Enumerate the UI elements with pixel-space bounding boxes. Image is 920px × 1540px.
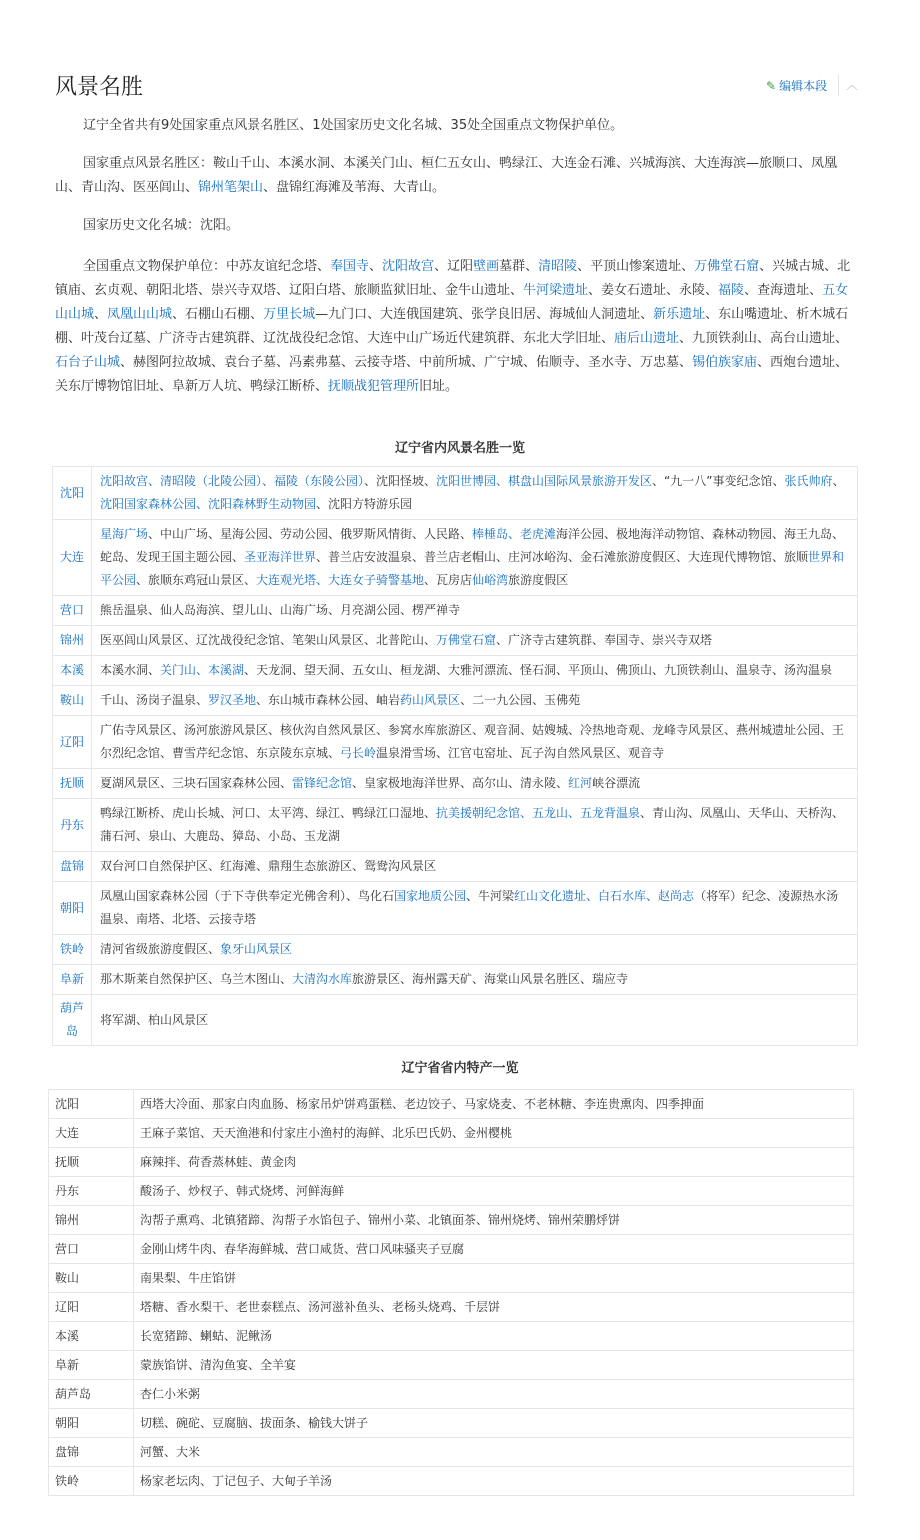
inline-link[interactable]: 凤凰山山城 <box>107 307 173 322</box>
text-run: 国家重点风景名胜区：鞍山千山、本溪水洞、本溪关门山、桓仁五女山、鸭绿江、大连金石滩、兴城海滨、大连海滨—旅顺口、凤凰山、青山沟、医巫闾山、 <box>55 156 838 195</box>
scenic-spots-cell <box>92 799 858 852</box>
table-row <box>53 799 858 852</box>
inline-link[interactable]: 雷锋纪念馆 <box>292 776 353 790</box>
table-row <box>53 467 858 520</box>
text-run: 广佑寺风景区、汤河旅游风景区、核伙沟自然风景区、参窝水库旅游区、观音洞、姑嫂城、冷热地奇观、龙峰寺风景区、燕州城遗址公园、王尔烈纪念馆、曹雪芹纪念馆、东京陵东京城、 <box>100 723 845 760</box>
scenic-spots-cell <box>92 716 858 769</box>
text-run: 、二一九公园、玉佛苑 <box>460 693 581 707</box>
text-run: 、天龙洞、望天洞、五女山、桓龙湖、大雅河漂流、怪石洞、平顶山、佛顶山、九顶铁刹山、温泉寺、汤沟温泉 <box>244 663 833 677</box>
inline-link[interactable]: 奉国寺 <box>330 259 370 274</box>
city-cell: 本溪 <box>49 1322 134 1351</box>
scenic-spots-cell <box>92 596 858 626</box>
text-run: 、普兰店安波温泉、普兰店老帽山、庄河冰峪沟、金石滩旅游度假区、大连现代博物馆、旅顺 <box>316 550 809 564</box>
inline-link[interactable]: 仙峪湾 <box>472 573 509 587</box>
food-table-caption: 辽宁省省内特产一览 <box>401 1061 519 1076</box>
scenic-spots-cell <box>92 769 858 799</box>
inline-link[interactable]: 石台子山城 <box>55 355 121 370</box>
text-run: 那木斯莱自然保护区、乌兰木图山、 <box>100 972 293 986</box>
table-row <box>49 1322 854 1351</box>
table-row <box>49 1293 854 1322</box>
inline-link[interactable]: 关门山、本溪湖 <box>160 663 245 677</box>
chevron-up-icon[interactable]: ︿ <box>846 78 859 92</box>
text-run: 、沈阳怪坡、 <box>364 474 437 488</box>
city-link[interactable]: 铁岭 <box>53 935 92 965</box>
city-cell: 锦州 <box>49 1206 134 1235</box>
scenic-spots-cell <box>92 852 858 882</box>
inline-link[interactable]: 万佛堂石窟 <box>694 259 760 274</box>
inline-link[interactable]: 弓长岭 <box>340 746 377 760</box>
specialty-cell: 杨家老坛肉、丁记包子、大甸子羊汤 <box>134 1467 854 1496</box>
table-row <box>49 1351 854 1380</box>
city-link[interactable]: 朝阳 <box>53 882 92 935</box>
inline-link[interactable]: 五女山山城 <box>55 283 849 322</box>
scenic-spots-cell <box>92 520 858 596</box>
text-run: 、兴城古城、北镇庙、玄贞观、朝阳北塔、崇兴寺双塔、辽阳白塔、旅顺监狱旧址、金牛山遗址、 <box>55 259 851 298</box>
city-link[interactable]: 营口 <box>53 596 92 626</box>
specialty-cell: 麻辣拌、荷香蒸林蛙、黄金肉 <box>134 1148 854 1177</box>
inline-link[interactable]: 牛河梁遗址 <box>523 283 589 298</box>
text-run: 、辽阳 <box>434 259 474 274</box>
city-link[interactable]: 阜新 <box>53 965 92 995</box>
text-run: 、东山城市森林公园、岫岩 <box>256 693 401 707</box>
inline-link[interactable]: 世界和平公园 <box>100 550 845 587</box>
inline-link[interactable]: 万佛堂石窟 <box>436 633 497 647</box>
inline-link[interactable]: 抗美援朝纪念馆、五龙山、五龙背温泉 <box>436 806 641 820</box>
text-run: 本溪水洞、 <box>100 663 161 677</box>
text-run: 、瓦房店 <box>424 573 473 587</box>
city-link[interactable]: 丹东 <box>53 799 92 852</box>
text-run: 鸭绿江断桥、虎山长城、河口、太平湾、绿江、鸭绿江口湿地、 <box>100 806 437 820</box>
text-run: 、旅顺东鸡冠山景区、 <box>136 573 257 587</box>
city-link[interactable]: 鞍山 <box>53 686 92 716</box>
table-row <box>53 716 858 769</box>
specialty-cell: 南果梨、牛庄馅饼 <box>134 1264 854 1293</box>
text-run: 、石棚山石棚、 <box>172 307 264 322</box>
text-run: 辽宁全省共有9处国家重点风景名胜区、1处国家历史文化名城、35处全国重点文物保护单位。 <box>83 118 624 133</box>
text-run: 、中山广场、星海公园、劳动公园、俄罗斯风情街、人民路、 <box>148 527 473 541</box>
table-row <box>53 852 858 882</box>
table-row <box>53 935 858 965</box>
inline-link[interactable]: 圣亚海洋世界 <box>244 550 317 564</box>
inline-link[interactable]: 张氏帅府 <box>784 474 833 488</box>
scenic-table <box>52 466 858 1046</box>
text-run: 、皇家极地海洋世界、高尔山、清永陵、 <box>352 776 569 790</box>
inline-link[interactable]: 药山风景区 <box>400 693 461 707</box>
table-row <box>53 626 858 656</box>
table-row <box>53 686 858 716</box>
scenic-spots-cell <box>92 626 858 656</box>
city-cell: 抚顺 <box>49 1148 134 1177</box>
paragraph <box>55 114 855 138</box>
scenic-spots-cell <box>92 686 858 716</box>
text-run: 双台河口自然保护区、红海滩、鼎翔生态旅游区、鸳鸯沟风景区 <box>100 859 437 873</box>
inline-link[interactable]: 大清沟水库 <box>292 972 353 986</box>
city-cell: 葫芦岛 <box>49 1380 134 1409</box>
city-link[interactable]: 大连 <box>53 520 92 596</box>
text-run: 夏湖风景区、三块石国家森林公园、 <box>100 776 293 790</box>
city-cell: 盘锦 <box>49 1438 134 1467</box>
scenic-table-caption: 辽宁省内风景名胜一览 <box>394 441 525 456</box>
table-row <box>49 1235 854 1264</box>
city-link[interactable]: 本溪 <box>53 656 92 686</box>
inline-link[interactable]: 星海广场 <box>100 527 149 541</box>
city-link[interactable]: 盘锦 <box>53 852 92 882</box>
city-cell: 阜新 <box>49 1351 134 1380</box>
text-run: 、东山嘴遗址、析木城石棚、叶茂台辽墓、广济寺古建筑群、辽沈战役纪念馆、大连中山广场近代建筑群、东北大学旧址、 <box>55 307 849 346</box>
inline-link[interactable]: 壁画 <box>473 259 500 274</box>
table-row <box>49 1206 854 1235</box>
text-run: 、姜女石遗址、永陵、 <box>588 283 719 298</box>
text-run: 凤凰山国家森林公园（于下寺供奉定光佛舍利）、鸟化石 <box>100 889 395 903</box>
inline-link[interactable]: 沈阳世博园、棋盘山国际风景旅游开发区 <box>436 474 653 488</box>
inline-link[interactable]: 罗汉圣地 <box>208 693 257 707</box>
edit-section-button[interactable] <box>766 77 827 94</box>
section-title: 风景名胜 <box>55 75 144 100</box>
inline-link[interactable]: 国家地质公园 <box>394 889 467 903</box>
text-run: 将军湖、柏山风景区 <box>100 1012 209 1027</box>
city-link[interactable]: 沈阳 <box>53 467 92 520</box>
text-run: 、“九一八”事变纪念馆、 <box>652 474 785 488</box>
text-run: 、西炮台遗址、关东厅博物馆旧址、阜新万人坑、鸭绿江断桥、 <box>55 355 849 394</box>
specialty-cell: 王麻子菜馆、天天渔港和付家庄小渔村的海鲜、北乐巴氏奶、金州樱桃 <box>134 1119 854 1148</box>
text-run: 旧址。 <box>419 379 459 394</box>
text-run: 、牛河梁 <box>466 889 515 903</box>
specialty-cell: 切糕、碗砣、豆腐脑、拔面条、榆钱大饼子 <box>134 1409 854 1438</box>
city-cell: 朝阳 <box>49 1409 134 1438</box>
specialty-cell: 塔糖、香水梨干、老世泰糕点、汤河滋补鱼头、老杨头烧鸡、千层饼 <box>134 1293 854 1322</box>
table-row <box>49 1264 854 1293</box>
scenic-spots-cell <box>92 935 858 965</box>
inline-link[interactable]: 红河 <box>568 776 593 790</box>
scenic-table-wrapper <box>52 466 860 1038</box>
text-run: 、赫图阿拉故城、袁台子墓、冯素弗墓、云接寺塔、中前所城、广宁城、佑顺寺、圣水寺、万忠墓、 <box>120 355 693 370</box>
specialty-cell: 蒙族馅饼、清沟鱼宴、全羊宴 <box>134 1351 854 1380</box>
city-cell: 辽阳 <box>49 1293 134 1322</box>
table-row <box>53 596 858 626</box>
text-run: 、九顶铁刹山、高台山遗址、 <box>679 331 849 346</box>
inline-link[interactable]: 万里长城 <box>263 307 316 322</box>
text-run: 、沈阳方特游乐园 <box>316 497 413 511</box>
specialty-cell: 沟帮子熏鸡、北镇猪蹄、沟帮子水馅包子、锦州小菜、北镇面茶、锦州烧烤、锦州荣鹏烀饼 <box>134 1206 854 1235</box>
inline-link[interactable]: 清昭陵 <box>538 259 578 274</box>
inline-link[interactable]: 沈阳国家森林公园、沈阳森林野生动物园 <box>100 497 317 511</box>
table-row <box>49 1119 854 1148</box>
inline-link[interactable]: 锦州笔架山 <box>198 180 264 195</box>
divider <box>838 74 839 96</box>
city-link[interactable]: 辽阳 <box>53 716 92 769</box>
text-run: 温泉滑雪场、江官屯窑址、瓦子沟自然风景区、观音寺 <box>376 746 665 760</box>
inline-link[interactable]: 庙后山遗址 <box>614 331 680 346</box>
text-run: （将军）纪念、凌源热水汤温泉、南塔、北塔、云接寺塔 <box>100 889 839 926</box>
city-link[interactable]: 葫芦岛 <box>53 995 92 1046</box>
inline-link[interactable]: 锡伯族家庙 <box>692 355 758 370</box>
text-run: 、 <box>832 474 845 488</box>
inline-link[interactable]: 沈阳故宫、清昭陵（北陵公园）、福陵（东陵公园） <box>100 474 365 488</box>
text-run: 清河省级旅游度假区、 <box>100 942 221 956</box>
text-run: 海洋公园、极地海洋动物馆、森林动物园、海王九岛、蛇岛、发现王国主题公园、 <box>100 527 845 564</box>
specialty-cell: 河蟹、大米 <box>134 1438 854 1467</box>
city-cell: 铁岭 <box>49 1467 134 1496</box>
table-row <box>49 1177 854 1206</box>
city-cell: 鞍山 <box>49 1264 134 1293</box>
edit-label: 编辑本段 <box>779 79 828 93</box>
text-run: 全国重点文物保护单位：中苏友谊纪念塔、 <box>83 259 331 274</box>
city-cell: 大连 <box>49 1119 134 1148</box>
text-run: 、 <box>369 259 383 274</box>
table-row <box>53 656 858 686</box>
inline-link[interactable]: 抚顺战犯管理所 <box>328 379 420 394</box>
text-run: 旅游度假区 <box>508 573 569 587</box>
table-row <box>49 1148 854 1177</box>
inline-link[interactable]: 棒棰岛、老虎滩 <box>472 527 557 541</box>
text-run: —九门口、大连俄国建筑、张学良旧居、海城仙人洞遗址、 <box>315 307 654 322</box>
inline-link[interactable]: 福陵 <box>718 283 745 298</box>
specialty-cell: 西塔大冷面、那家白肉血肠、杨家吊炉饼鸡蛋糕、老边饺子、马家烧麦、不老林糖、李连贵熏肉、四季抻面 <box>134 1090 854 1119</box>
text-run: 峡谷漂流 <box>592 776 641 790</box>
text-run: 、盘锦红海滩及苇海、大青山。 <box>263 180 446 195</box>
paragraph <box>55 255 855 399</box>
text-run: 墓群、 <box>499 259 539 274</box>
text-run: 国家历史文化名城：沈阳。 <box>83 218 240 233</box>
specialty-cell: 长宽猪蹄、蝲蛄、泥鳅汤 <box>134 1322 854 1351</box>
city-link[interactable]: 抚顺 <box>53 769 92 799</box>
city-cell: 沈阳 <box>49 1090 134 1119</box>
table-row <box>49 1380 854 1409</box>
text-run: 、广济寺古建筑群、奉国寺、崇兴寺双塔 <box>496 633 713 647</box>
table-row <box>53 995 858 1046</box>
table-row <box>49 1090 854 1119</box>
table-row <box>53 520 858 596</box>
inline-link[interactable]: 象牙山风景区 <box>220 942 293 956</box>
specialty-cell: 酸汤子、炒杈子、韩式烧烤、河鲜海鲜 <box>134 1177 854 1206</box>
scenic-spots-cell <box>92 467 858 520</box>
specialty-cell: 杏仁小米粥 <box>134 1380 854 1409</box>
text-run: 、平顶山惨案遗址、 <box>577 259 695 274</box>
inline-link[interactable]: 大连观光塔、大连女子骑警基地 <box>256 573 425 587</box>
table-row <box>49 1467 854 1496</box>
table-row <box>53 769 858 799</box>
text-run: 、 <box>94 307 108 322</box>
food-table <box>48 1089 854 1496</box>
text-run: 医巫闾山风景区、辽沈战役纪念馆、笔架山风景区、北普陀山、 <box>100 633 437 647</box>
inline-link[interactable]: 新乐遗址 <box>653 307 706 322</box>
table-row <box>49 1438 854 1467</box>
text-run: 、查海遗址、 <box>744 283 823 298</box>
specialty-cell: 金刚山烤牛肉、春华海鲜城、营口咸货、营口风味骚夹子豆腐 <box>134 1235 854 1264</box>
scenic-spots-cell <box>92 656 858 686</box>
city-cell: 丹东 <box>49 1177 134 1206</box>
scenic-spots-cell <box>92 995 858 1046</box>
inline-link[interactable]: 红山文化遗址、白石水库、赵尚志 <box>514 889 695 903</box>
table-row <box>49 1409 854 1438</box>
inline-link[interactable]: 沈阳故宫 <box>382 259 435 274</box>
text-run: 熊岳温泉、仙人岛海滨、望儿山、山海广场、月亮湖公园、楞严禅寺 <box>100 603 461 617</box>
scenic-spots-cell <box>92 882 858 935</box>
text-run: 千山、汤岗子温泉、 <box>100 693 209 707</box>
text-run: 、青山沟、凤凰山、天华山、天桥沟、蒲石河、泉山、大鹿岛、獐岛、小岛、玉龙湖 <box>100 806 845 843</box>
paragraph <box>55 152 855 200</box>
city-cell: 营口 <box>49 1235 134 1264</box>
table-row <box>53 882 858 935</box>
city-link[interactable]: 锦州 <box>53 626 92 656</box>
paragraph <box>55 214 855 238</box>
text-run: 旅游景区、海州露天矿、海棠山风景名胜区、瑞应寺 <box>352 972 629 986</box>
scenic-spots-cell <box>92 965 858 995</box>
pencil-icon: ✎ <box>766 78 777 93</box>
table-row <box>53 965 858 995</box>
